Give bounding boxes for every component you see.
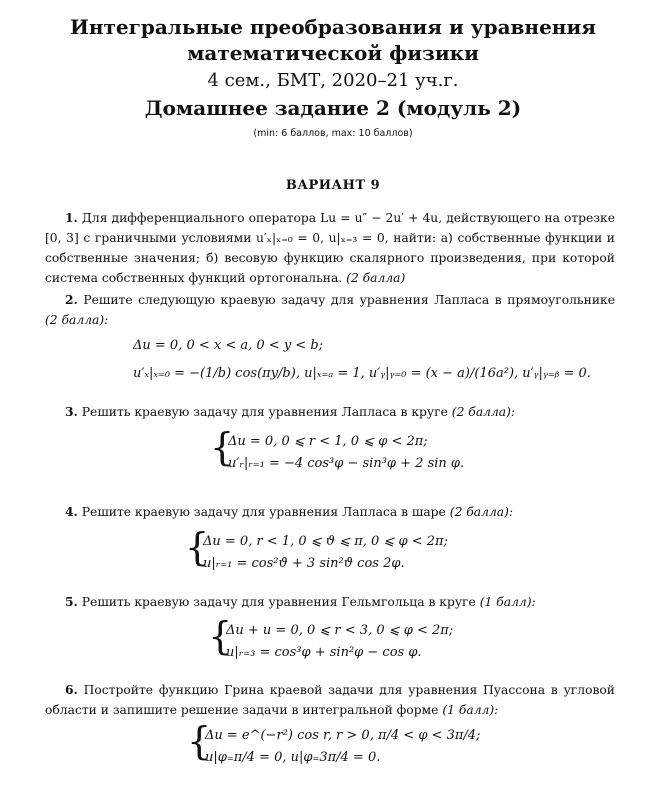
problem-3 — [45, 402, 615, 422]
problem-2-points: (2 балла): — [45, 313, 109, 327]
problem-2-equation-1: Δu = 0, 0 < x < a, 0 < y < b; — [133, 338, 324, 353]
problem-3-system-brace: { — [210, 425, 235, 469]
problem-4-text: Решите краевую задачу для уравнения Лапласа в шаре — [81, 505, 446, 519]
problem-4-points: (2 балла): — [449, 505, 514, 519]
document-subtitle: 4 сем., БМТ, 2020–21 уч.г. — [207, 70, 459, 91]
problem-4 — [45, 502, 615, 522]
problem-3-equation-1: Δu = 0, 0 ⩽ r < 1, 0 ⩽ φ < 2π; — [228, 434, 428, 449]
problem-1 — [45, 208, 615, 288]
problem-6-equation-2: u|φ₌π/4 = 0, u|φ₌3π/4 = 0. — [205, 750, 381, 765]
homework-title: Домашнее задание 2 (модуль 2) — [144, 96, 522, 120]
problem-6-text: Постройте функцию Грина краевой задачи для уравнения Пуассона в угловой области и запишите решение задачи в интегральной форме — [45, 683, 615, 717]
problem-5-text: Решить краевую задачу для уравнения Гельмгольца в круге — [81, 595, 476, 609]
problem-2-number: 2. — [65, 292, 78, 307]
variant-heading: ВАРИАНТ 9 — [285, 178, 381, 193]
problem-5 — [45, 592, 615, 612]
problem-4-equation-2: u|ᵣ₌₁ = cos²ϑ + 3 sin²ϑ cos 2φ. — [203, 556, 405, 571]
problem-6-points: (1 балл): — [442, 703, 499, 717]
points-range: (min: 6 баллов, max: 10 баллов) — [253, 128, 413, 139]
document-title-line1: Интегральные преобразования и уравнения — [69, 15, 597, 39]
problem-3-text: Решить краевую задачу для уравнения Лапласа в круге — [81, 405, 448, 419]
problem-1-points: (2 балла) — [346, 271, 406, 285]
problem-5-points: (1 балл): — [479, 595, 536, 609]
problem-5-number: 5. — [65, 594, 78, 609]
problem-2-text: Решите следующую краевую задачу для уравнения Лапласа в прямоугольнике — [83, 293, 615, 307]
problem-4-number: 4. — [65, 504, 78, 519]
problem-2 — [45, 290, 615, 330]
problem-6-number: 6. — [65, 682, 78, 697]
problem-3-number: 3. — [65, 404, 78, 419]
problem-2-equation-2: u′ₓ|ₓ₌₀ = −(1/b) cos(πy/b), u|ₓ₌ₐ = 1, u′ᵧ|ᵧ₌₀ = (x − a)/(16a²), u′ᵧ|ᵧ₌ᵦ = 0. — [133, 366, 591, 381]
problem-5-equation-2: u|ᵣ₌₃ = cos³φ + sin²φ − cos φ. — [226, 645, 422, 660]
problem-5-equation-1: Δu + u = 0, 0 ⩽ r < 3, 0 ⩽ φ < 2π; — [226, 623, 454, 638]
problem-4-system-brace: { — [185, 525, 210, 569]
problem-6-equation-1: Δu = e^(−r²) cos r, r > 0, π/4 < φ < 3π/4; — [205, 728, 481, 743]
problem-4-equation-1: Δu = 0, r < 1, 0 ⩽ ϑ ⩽ π, 0 ⩽ φ < 2π; — [203, 534, 448, 549]
problem-1-text: Для дифференциального оператора Lu = u″ − 2u′ + 4u, действующего на отрезке [0, 3] с граничными условиями u′ₓ|ₓ₌₀ = 0, u|ₓ₌₃ = 0, найти: а) собственные функции и собственные значения; б) весовую функцию скалярного произведения, при которой система собственных функций ортогональна. — [45, 211, 615, 285]
problem-6 — [45, 680, 615, 720]
document-title-line2: математической физики — [187, 41, 479, 65]
problem-5-system-brace: { — [208, 614, 233, 658]
problem-3-equation-2: u′ᵣ|ᵣ₌₁ = −4 cos³φ − sin³φ + 2 sin φ. — [228, 456, 465, 471]
problem-1-number: 1. — [65, 210, 78, 225]
problem-6-system-brace: { — [187, 719, 212, 763]
problem-3-points: (2 балла): — [451, 405, 516, 419]
